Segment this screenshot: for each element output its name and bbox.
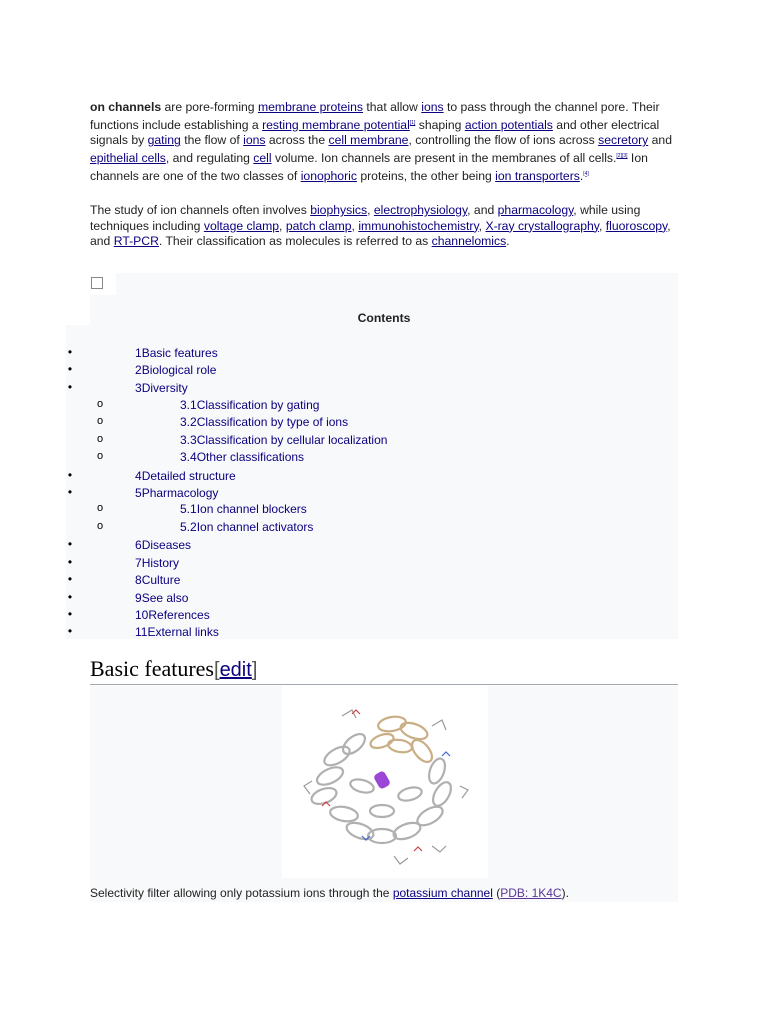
text: are pore-forming xyxy=(161,100,258,114)
lead-term: on channels xyxy=(90,100,162,114)
toc-number: 2 xyxy=(135,363,142,377)
toc-item[interactable] xyxy=(180,415,348,429)
text: ( xyxy=(492,886,501,900)
toc-number: 11 xyxy=(135,625,148,639)
toc-number: 1 xyxy=(135,346,142,360)
toc-item[interactable] xyxy=(135,346,218,360)
toc-number: 3.2 xyxy=(180,415,197,429)
link-membrane-proteins[interactable]: membrane proteins xyxy=(257,100,363,114)
bracket-close: ] xyxy=(251,659,258,681)
text: , xyxy=(367,203,374,217)
toc-number: 6 xyxy=(135,538,142,552)
link-ion-transporters[interactable]: ion transporters xyxy=(495,168,580,183)
link-ions-2[interactable]: ions xyxy=(243,133,266,148)
toc-sub-bullet: o xyxy=(97,502,104,514)
toc-label[interactable]: Pharmacology xyxy=(141,486,219,500)
toc-label[interactable]: History xyxy=(141,556,180,570)
toc-label[interactable]: Basic features xyxy=(141,346,218,360)
toc-sub-bullet: o xyxy=(97,398,104,410)
toc-number: 3 xyxy=(135,381,142,395)
toc-label[interactable]: Ion channel activators xyxy=(196,520,314,534)
toc-label[interactable]: Other classifications xyxy=(196,450,305,464)
study-paragraph xyxy=(90,203,680,250)
text: The study of ion channels often involves xyxy=(90,203,311,217)
link-cell-membrane[interactable]: cell membrane xyxy=(328,133,409,148)
text: , while using techniques including xyxy=(90,203,641,233)
toc-number: 5.2 xyxy=(180,520,197,534)
text: and other electrical signals by xyxy=(90,117,660,148)
link-biophysics[interactable]: biophysics xyxy=(310,203,368,217)
toc-number: 3.4 xyxy=(180,450,197,464)
toc-item[interactable] xyxy=(180,398,319,412)
toc-item[interactable] xyxy=(135,486,218,500)
link-action-potentials[interactable]: action potentials xyxy=(464,117,553,132)
toc-sub-bullet: o xyxy=(97,520,104,532)
link-fluoroscopy[interactable]: fluoroscopy xyxy=(605,218,668,233)
edit-label[interactable]: edit xyxy=(219,659,252,681)
toc-label[interactable]: Classification by gating xyxy=(196,398,320,412)
toc-bullet: • xyxy=(67,362,73,376)
toc-number: 3.3 xyxy=(180,433,197,447)
toc-item[interactable] xyxy=(135,608,210,622)
toc-number: 4 xyxy=(135,469,142,483)
toc-toggle-checkbox[interactable] xyxy=(91,277,103,289)
link-pdb[interactable]: PDB: 1K4C xyxy=(500,886,562,900)
text: across the xyxy=(265,133,329,148)
toc-number: 10 xyxy=(135,608,149,622)
text: , xyxy=(279,218,286,233)
text: proteins, the other being xyxy=(356,168,496,183)
text: ). xyxy=(561,886,569,900)
text: , xyxy=(599,218,606,233)
toc-number: 8 xyxy=(135,573,142,587)
link-immunohistochemistry[interactable]: immunohistochemistry xyxy=(358,218,479,233)
toc-item[interactable] xyxy=(135,573,180,587)
toc-item[interactable] xyxy=(180,450,304,464)
toc-corner xyxy=(66,273,90,325)
text: Selectivity filter allowing only potassium ions through the xyxy=(90,886,393,900)
toc-number: 5.1 xyxy=(180,502,197,516)
toc-label[interactable]: Detailed structure xyxy=(141,469,236,483)
section-heading xyxy=(90,655,678,685)
ref-1[interactable]: [1] xyxy=(409,119,416,126)
toc-label[interactable]: External links xyxy=(147,625,219,639)
text: , and xyxy=(90,218,671,249)
toc-bullet: • xyxy=(67,572,73,586)
toc-bullet: • xyxy=(67,607,73,621)
link-gating[interactable]: gating xyxy=(147,133,181,148)
toc-bullet: • xyxy=(67,468,73,482)
text: , xyxy=(478,218,486,233)
toc-label[interactable]: Biological role xyxy=(141,363,217,377)
link-cell[interactable]: cell xyxy=(253,150,272,165)
link-electrophysiology[interactable]: electrophysiology xyxy=(373,203,468,217)
toc-label[interactable]: References xyxy=(148,608,210,622)
toc-label[interactable]: Diseases xyxy=(141,538,192,552)
protein-structure-illustration xyxy=(282,686,488,878)
toc-item[interactable] xyxy=(180,502,307,516)
toc-number: 5 xyxy=(135,486,142,500)
toc-bullet: • xyxy=(67,345,73,359)
link-epithelial-cells[interactable]: epithelial cells xyxy=(90,150,166,165)
figure-caption xyxy=(90,886,569,900)
toc-bullet: • xyxy=(67,555,73,569)
text: and xyxy=(648,133,672,148)
link-xray-crystallography[interactable]: X-ray crystallography xyxy=(485,218,599,233)
link-ionophoric[interactable]: ionophoric xyxy=(300,168,357,183)
text: , and regulating xyxy=(165,150,254,165)
link-voltage-clamp[interactable]: voltage clamp xyxy=(203,218,280,233)
toc-label[interactable]: Classification by cellular localization xyxy=(196,433,388,447)
toc-item[interactable] xyxy=(180,520,313,534)
text: the flow of xyxy=(180,133,244,148)
link-secretory[interactable]: secretory xyxy=(598,133,649,148)
link-rt-pcr[interactable]: RT-PCR xyxy=(113,234,159,249)
toc-sub-bullet: o xyxy=(97,450,104,462)
toc-bullet: • xyxy=(67,380,73,394)
link-resting-membrane-potential[interactable]: resting membrane potential xyxy=(262,117,410,132)
toc-item[interactable] xyxy=(135,625,219,639)
ref-2-3[interactable]: [2][3] xyxy=(616,152,628,159)
toc-label[interactable]: Culture xyxy=(141,573,181,587)
link-pharmacology[interactable]: pharmacology xyxy=(497,203,574,217)
text: Ion channels are one of the two classes of xyxy=(90,150,648,183)
link-channelomics[interactable]: channelomics xyxy=(431,234,507,249)
bracket-open: [ xyxy=(214,659,220,681)
toc-sub-bullet: o xyxy=(97,415,104,427)
text: . xyxy=(506,234,510,249)
text: , controlling the flow of ions across xyxy=(408,133,599,148)
text: that allow xyxy=(362,100,422,114)
toc-bullet: • xyxy=(67,624,73,638)
section-title-text: Basic features xyxy=(90,656,214,681)
toc-label[interactable]: Classification by type of ions xyxy=(196,415,349,429)
edit-section-link[interactable] xyxy=(214,659,257,681)
toc-item[interactable] xyxy=(135,381,188,395)
toc-item[interactable] xyxy=(135,363,216,377)
potassium-channel-structure-image[interactable] xyxy=(282,686,488,878)
link-patch-clamp[interactable]: patch clamp xyxy=(285,218,352,233)
text: volume. Ion channels are present in the membranes of all cells. xyxy=(271,150,617,165)
toc-title: Contents xyxy=(357,311,411,325)
toc-sub-bullet: o xyxy=(97,433,104,445)
text: . xyxy=(579,168,584,183)
text: , xyxy=(351,218,359,233)
ref-4[interactable]: [4] xyxy=(583,170,589,177)
text: , and xyxy=(467,203,498,217)
toc-bullet: • xyxy=(67,537,73,551)
toc-label[interactable]: Ion channel blockers xyxy=(196,502,307,516)
toc-item[interactable] xyxy=(135,469,236,483)
text: . Their classification as molecules is referred to as xyxy=(158,234,432,249)
toc-item[interactable] xyxy=(180,433,387,447)
toc-bullet: • xyxy=(67,590,73,604)
toc-label[interactable]: Diversity xyxy=(141,381,188,395)
toc-item[interactable] xyxy=(135,556,179,570)
intro-paragraph xyxy=(90,100,680,184)
text: shaping xyxy=(415,117,465,132)
text: to pass through the channel pore. Their functions include establishing a xyxy=(90,100,660,132)
toc-item[interactable] xyxy=(135,538,191,552)
toc-number: 3.1 xyxy=(180,398,197,412)
link-ions[interactable]: ions xyxy=(421,100,444,114)
toc-item[interactable] xyxy=(135,591,188,605)
toc-number: 9 xyxy=(135,591,142,605)
toc-label[interactable]: See also xyxy=(141,591,189,605)
link-potassium-channel[interactable]: potassium channel xyxy=(392,886,493,900)
toc-bullet: • xyxy=(67,485,73,499)
toc-number: 7 xyxy=(135,556,142,570)
